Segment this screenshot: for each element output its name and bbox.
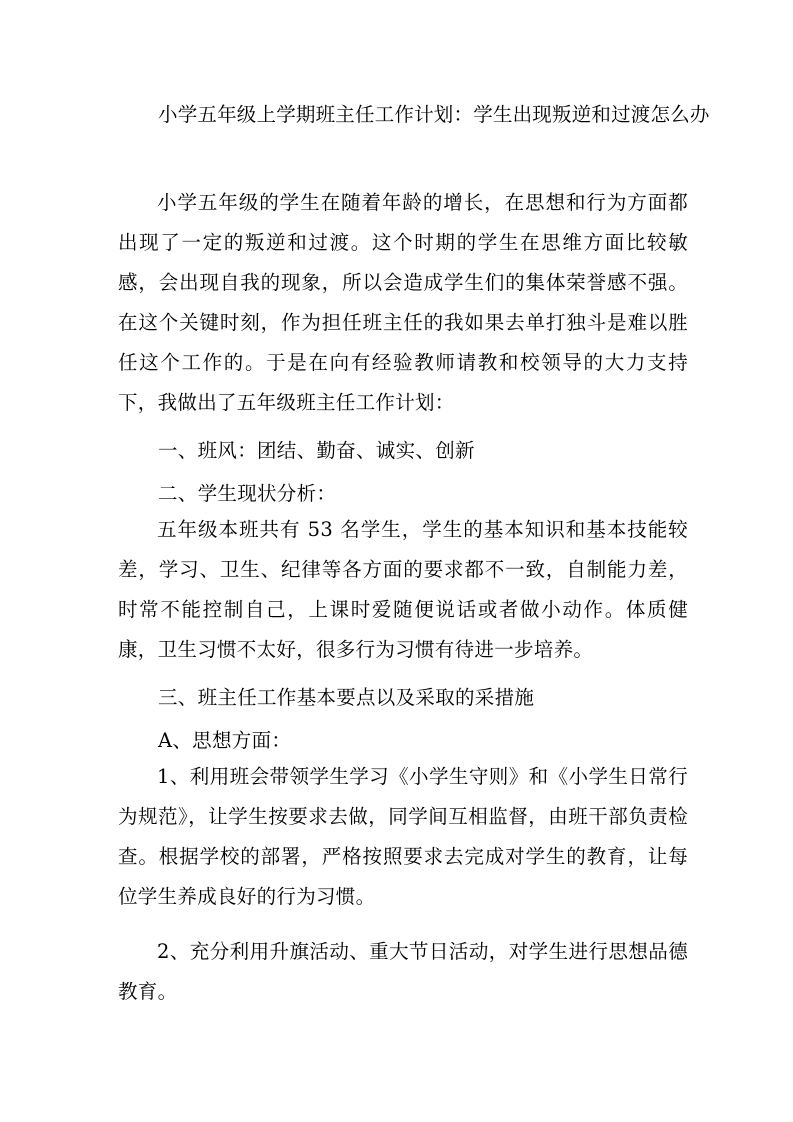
student-analysis-paragraph: 五年级本班共有 53 名学生，学生的基本知识和基本技能较差，学习、卫生、纪律等各方面的要求都不一致，自制能力差，时常不能控制自己，上课时爱随便说话或者做小动作。体质健康，卫生习惯不太好，很多行为习惯有待进一步培养。: [118, 518, 688, 661]
document-title: 小学五年级上学期班主任工作计划：学生出现叛逆和过渡怎么办: [158, 103, 710, 126]
section-student-analysis-heading: 二、学生现状分析：: [158, 482, 337, 505]
item-2-paragraph: 2、充分利用升旗活动、重大节日活动，对学生进行思想品德教育。: [118, 940, 688, 1003]
section-class-style: 一、班风：团结、勤奋、诚实、创新: [158, 439, 475, 462]
subsection-thought-heading: A、思想方面：: [158, 729, 292, 752]
item-1-paragraph: 1、利用班会带领学生学习《小学生守则》和《小学生日常行为规范》，让学生按要求去做，同学间互相监督，由班干部负责检查。根据学校的部署，严格按照要求去完成对学生的教育，让每位学生养成良好的行为习惯。: [118, 765, 688, 908]
section-work-points-heading: 三、班主任工作基本要点以及采取的采措施: [158, 686, 535, 709]
intro-paragraph: 小学五年级的学生在随着年龄的增长，在思想和行为方面都出现了一定的叛逆和过渡。这个时期的学生在思维方面比较敏感，会出现自我的现象，所以会造成学生们的集体荣誉感不强。在这个关键时刻，作为担任班主任的我如果去单打独斗是难以胜任这个工作的。于是在向有经验教师请教和校领导的大力支持下，我做出了五年级班主任工作计划：: [118, 191, 688, 414]
